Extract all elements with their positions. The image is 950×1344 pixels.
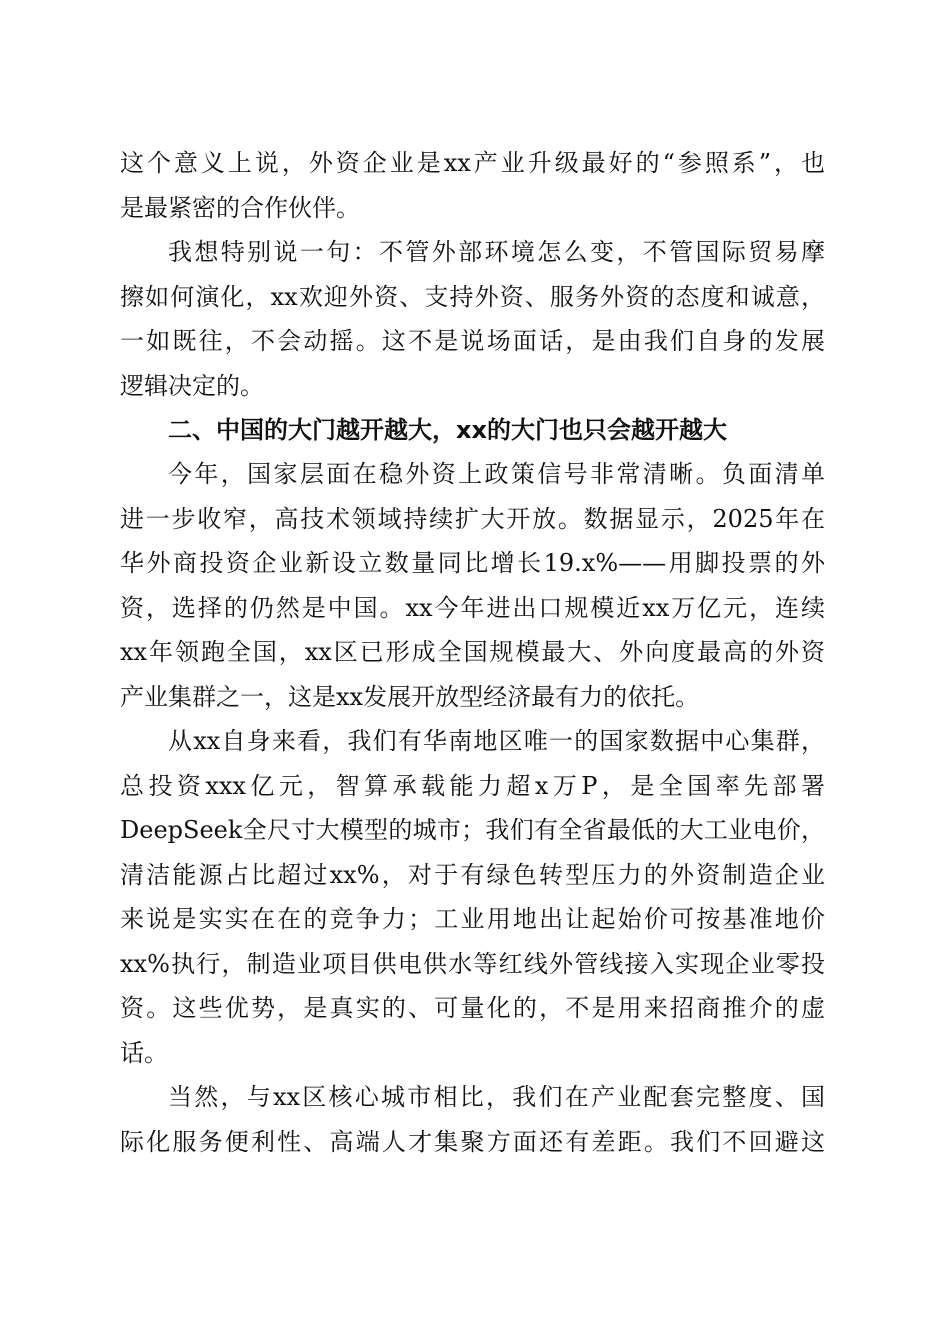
paragraph-3-line-2: 进一步收窄，高技术领域持续扩大开放。数据显示，2025年在 — [120, 505, 825, 533]
paragraph-3-line-5: xx年领跑全国，xx区已形成全国规模最大、外向度最高的外资 — [120, 638, 825, 666]
paragraph-4-line-4: 清洁能源占比超过xx%，对于有绿色转型压力的外资制造企业 — [120, 861, 825, 889]
paragraph-4-line-2: 总投资xxx亿元，智算承载能力超x万P，是全国率先部署 — [120, 772, 825, 800]
paragraph-4-line-8: 话。 — [120, 1039, 168, 1067]
paragraph-2-line-2: 擦如何演化，xx欢迎外资、支持外资、服务外资的态度和诚意， — [120, 283, 825, 311]
paragraph-2-line-4: 逻辑决定的。 — [120, 372, 264, 400]
paragraph-1-line-2: 是最紧密的合作伙伴。 — [120, 194, 360, 222]
paragraph-1-line-1: 这个意义上说，外资企业是xx产业升级最好的“参照系”，也 — [120, 149, 825, 177]
paragraph-2-line-1: 我想特别说一句：不管外部环境怎么变，不管国际贸易摩 — [168, 238, 825, 266]
paragraph-4-line-5: 来说是实实在在的竞争力；工业用地出让起始价可按基准地价 — [120, 905, 825, 933]
paragraph-4-line-3: DeepSeek全尺寸大模型的城市；我们有全省最低的大工业电价， — [120, 816, 825, 844]
paragraph-5-line-1: 当然，与xx区核心城市相比，我们在产业配套完整度、国 — [168, 1083, 825, 1111]
paragraph-5-line-2: 际化服务便利性、高端人才集聚方面还有差距。我们不回避这 — [120, 1128, 825, 1156]
paragraph-4-line-6: xx%执行，制造业项目供电供水等红线外管线接入实现企业零投 — [120, 950, 825, 978]
paragraph-4-line-1: 从xx自身来看，我们有华南地区唯一的国家数据中心集群， — [168, 727, 825, 755]
paragraph-2-line-3: 一如既往，不会动摇。这不是说场面话，是由我们自身的发展 — [120, 327, 825, 355]
paragraph-3-line-3: 华外商投资企业新设立数量同比增长19.x%——用脚投票的外 — [120, 549, 825, 577]
paragraph-4-line-7: 资。这些优势，是真实的、可量化的，不是用来招商推介的虚 — [120, 994, 825, 1022]
section-heading-2: 二、中国的大门越开越大，xx的大门也只会越开越大 — [168, 416, 727, 444]
paragraph-3-line-1: 今年，国家层面在稳外资上政策信号非常清晰。负面清单 — [168, 460, 825, 488]
paragraph-3-line-4: 资，选择的仍然是中国。xx今年进出口规模近xx万亿元，连续 — [120, 594, 825, 622]
paragraph-3-line-6: 产业集群之一，这是xx发展开放型经济最有力的依托。 — [120, 683, 700, 711]
